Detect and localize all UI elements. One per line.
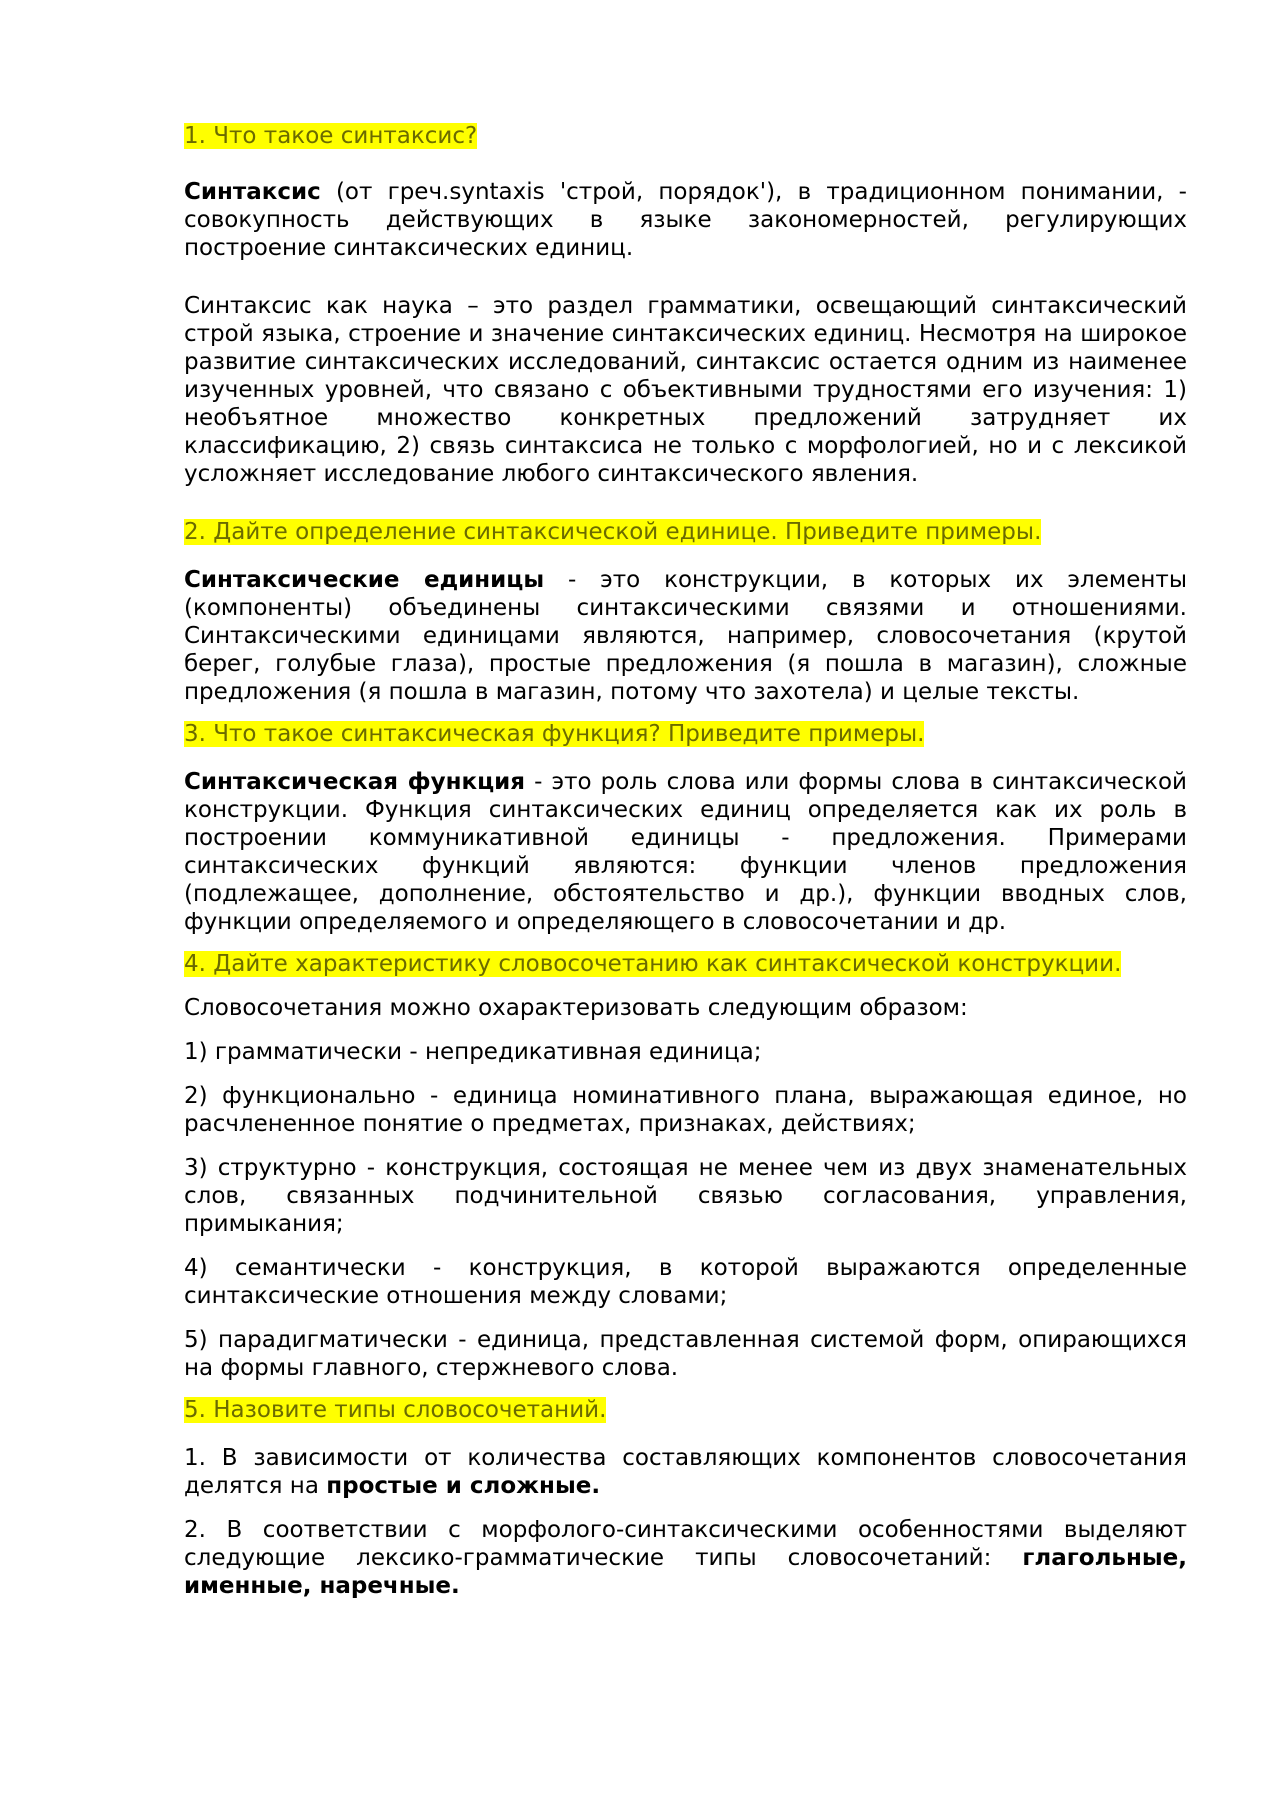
q4-item-1: 1) грамматически - непредикативная единица; [184,1039,762,1065]
q2-definition-text: - это конструкции, в которых их элементы (компоненты) объединены синтаксическими связями и отношениями. Синтаксическими единицами являются, например, словосочетания (крутой берег, голубые глаза), простые предложения (я пошла в магазин), сложные предложения (я пошла в магазин, потому что захотела) и целые тексты. [184,567,1187,705]
q5-paragraph-1 [184,1444,1187,1500]
question-1 [184,122,1187,150]
q5-p2-text: 2. В соответствии с морфолого-синтаксическими особенностями выделяют следующие лексико-грамматические типы словосочетаний: [184,1517,1187,1571]
q5-p1-bold: простые и сложные. [326,1473,601,1499]
q4-intro: Словосочетания можно охарактеризовать следующим образом: [184,995,968,1021]
q4-item-5: 5) парадигматически - единица, представленная системой форм, опирающихся на формы главного, стержневого слова. [184,1327,1187,1381]
question-5 [184,1396,1187,1424]
question-1-title: 1. Что такое синтаксис? [184,123,478,149]
q4-item-2: 2) функционально - единица номинативного плана, выражающая единое, но расчлененное понятие о предметах, признаках, действиях; [184,1083,1187,1137]
question-3 [184,720,1187,748]
q5-p2-bold: глагольные, именные, наречные. [184,1545,1187,1599]
question-4 [184,950,1187,978]
q3-definition-text: - это роль слова или формы слова в синтаксической конструкции. Функция синтаксических единиц определяется как их роль в построении коммуникативной единицы - предложения. Примерами синтаксических функций являются: функции членов предложения (подлежащее, дополнение, обстоятельство и др.), функции вводных слов, функции определяемого и определяющего в словосочетании и др. [184,769,1187,935]
q5-p1-text: 1. В зависимости от количества составляющих компонентов словосочетания делятся на [184,1445,1187,1499]
q2-definition-paragraph [184,566,1187,706]
q2-term: Синтаксические единицы [184,567,545,593]
q3-term: Синтаксическая функция [184,769,526,795]
q1-definition-paragraph [184,178,1187,262]
q1-definition-text: (от греч.syntaxis 'строй, порядок'), в традиционном понимании, - совокупность действующих в языке закономерностей, регулирующих построение синтаксических единиц. [184,179,1187,261]
question-2 [184,518,1187,546]
question-3-title: 3. Что такое синтаксическая функция? Приведите примеры. [184,721,925,747]
q3-definition-paragraph [184,768,1187,936]
q4-item-3: 3) структурно - конструкция, состоящая не менее чем из двух знаменательных слов, связанных подчинительной связью согласования, управления, примыкания; [184,1155,1187,1237]
q5-paragraph-2 [184,1516,1187,1600]
q1-term: Синтаксис [184,179,321,205]
q4-item-4: 4) семантически - конструкция, в которой выражаются определенные синтаксические отношения между словами; [184,1255,1187,1309]
q1-science-paragraph: Синтаксис как наука – это раздел грамматики, освещающий синтаксический строй языка, строение и значение синтаксических единиц. Несмотря на широкое развитие синтаксических исследований, синтаксис остается одним из наименее изученных уровней, что связано с объективными трудностями его изучения: 1) необъятное множество конкретных предложений затрудняет их классификацию, 2) связь синтаксиса не только с морфологией, но и с лексикой усложняет исследование любого синтаксического явления. [184,293,1187,487]
question-2-title: 2. Дайте определение синтаксической единице. Приведите примеры. [184,519,1042,545]
question-5-title: 5. Назовите типы словосочетаний. [184,1397,607,1423]
question-4-title: 4. Дайте характеристику словосочетанию как синтаксической конструкции. [184,951,1122,977]
